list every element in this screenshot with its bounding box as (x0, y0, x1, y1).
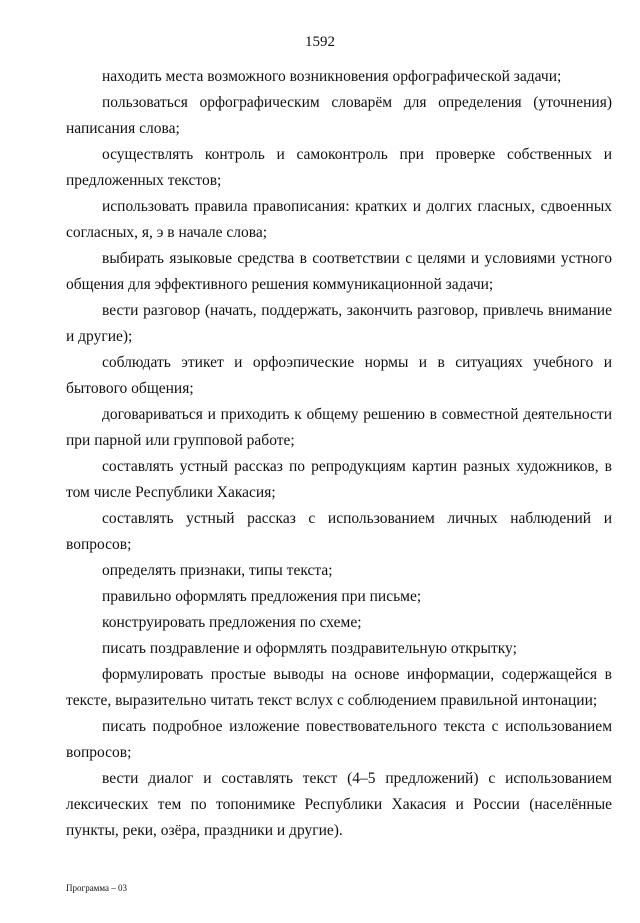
footer-label: Программа – 03 (66, 883, 128, 893)
paragraph-4: использовать правила правописания: кратких и долгих гласных, сдвоенных согласных, я, э в начале слова; (66, 198, 612, 241)
document-body (66, 64, 612, 844)
paragraph-7: соблюдать этикет и орфоэпические нормы и в ситуациях учебного и бытового общения; (66, 354, 612, 397)
paragraph-15: формулировать простые выводы на основе информации, содержащейся в тексте, выразительно читать текст вслух с соблюдением правильной интонации; (66, 666, 612, 709)
paragraph-5: выбирать языковые средства в соответствии с целями и условиями устного общения для эффективного решения коммуникационной задачи; (66, 250, 612, 293)
paragraph-6: вести разговор (начать, поддержать, закончить разговор, привлечь внимание и другие); (66, 302, 612, 345)
paragraph-16: писать подробное изложение повествовательного текста с использованием вопросов; (66, 718, 612, 761)
paragraph-11: определять признаки, типы текста; (102, 562, 333, 579)
paragraph-2: пользоваться орфографическим словарём для определения (уточнения) написания слова; (66, 94, 612, 137)
paragraph-9: составлять устный рассказ по репродукциям картин разных художников, в том числе Республики Хакасия; (66, 458, 612, 501)
paragraph-8: договариваться и приходить к общему решению в совместной деятельности при парной или групповой работе; (66, 406, 612, 449)
paragraph-14: писать поздравление и оформлять поздравительную открытку; (102, 640, 517, 657)
paragraph-17: вести диалог и составлять текст (4–5 предложений) с использованием лексических тем по топонимике Республики Хакасия и России (населённые пункты, реки, озёра, праздники и другие). (66, 770, 612, 839)
paragraph-10: составлять устный рассказ с использованием личных наблюдений и вопросов; (66, 510, 612, 553)
paragraph-3: осуществлять контроль и самоконтроль при проверке собственных и предложенных текстов; (66, 146, 612, 189)
paragraph-13: конструировать предложения по схеме; (102, 614, 362, 631)
paragraph-1: находить места возможного возникновения орфографической задачи; (102, 68, 562, 85)
page-number: 1592 (305, 34, 335, 50)
paragraph-12: правильно оформлять предложения при письме; (102, 588, 422, 605)
